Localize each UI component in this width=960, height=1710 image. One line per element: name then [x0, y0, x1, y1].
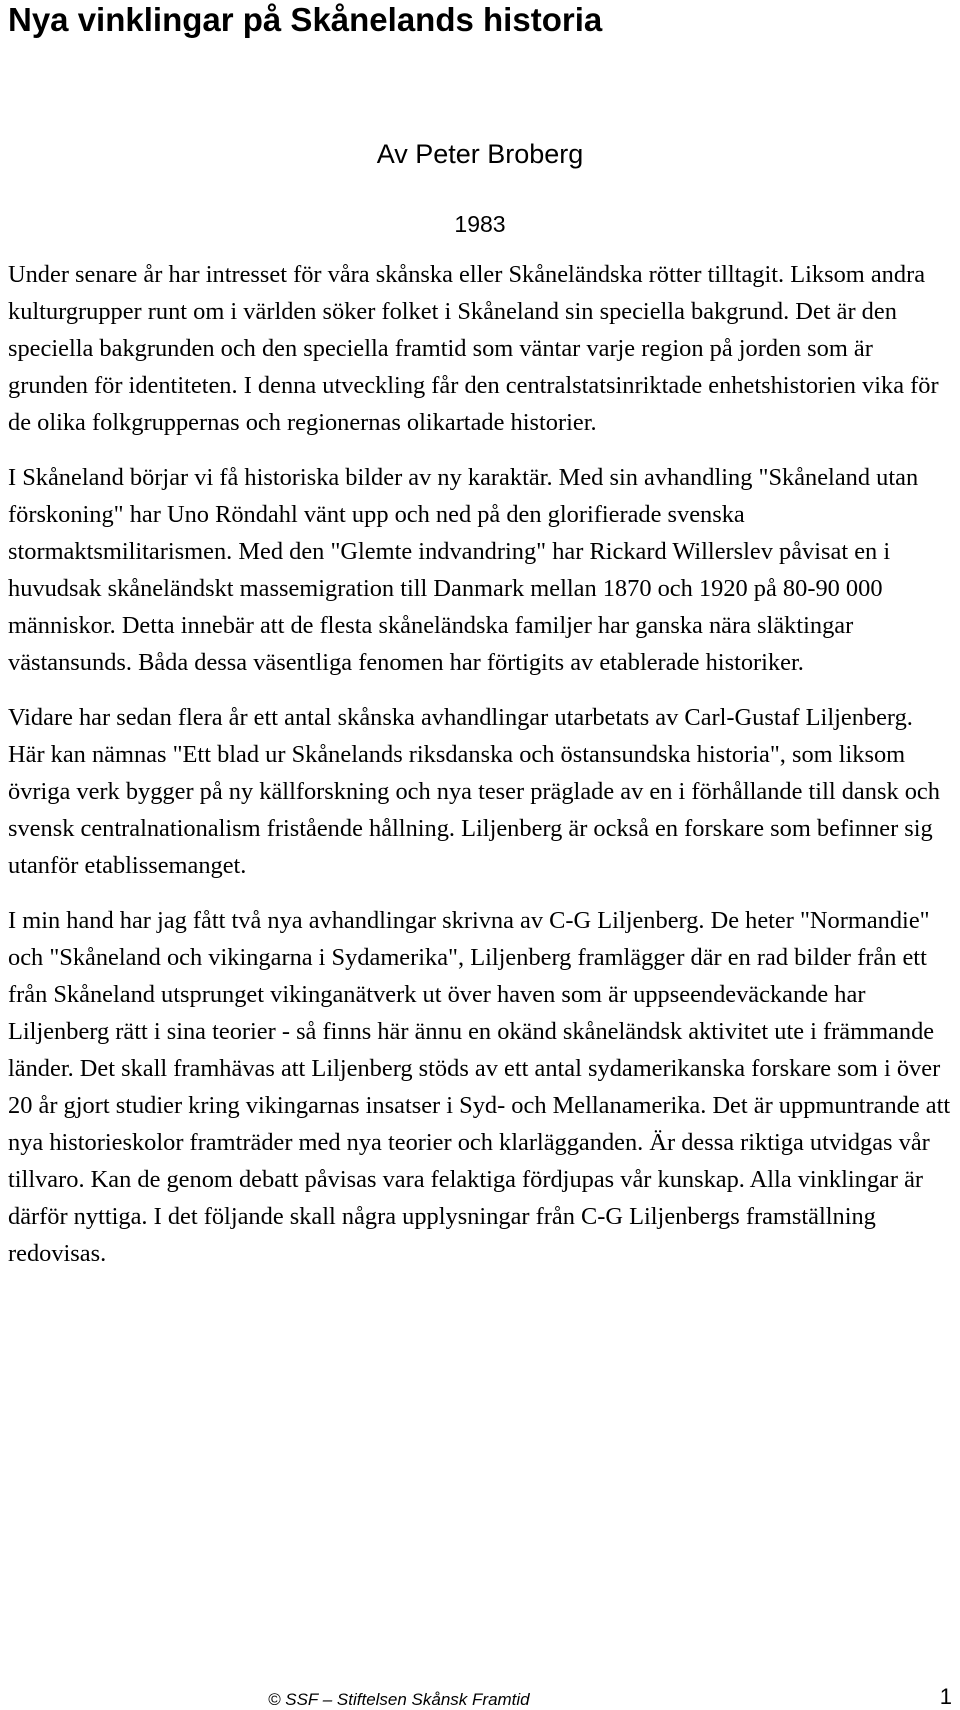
paragraph-4: I min hand har jag fått två nya avhandlingar skrivna av C-G Liljenberg. De heter "Normandie" och "Skåneland och vikingarna i Sydamerika", Liljenberg framlägger där en rad bilder från ett från Skåneland utsprunget vikinganätverk ut över haven som är uppseendeväckande har Liljenberg rätt i sina teorier - så finns här ännu en okänd skåneländsk aktivitet ute i främmande länder. Det skall framhävas att Liljenberg stöds av ett antal sydamerikanska forskare som i över 20 år gjort studier kring vikingarnas insatser i Syd- och Mellanamerika. Det är uppmuntrande att nya historieskolor framträder med nya teorier och klarlägganden. Är dessa riktiga utvidgas vår tillvaro. Kan de genom debatt påvisas vara felaktiga fördjupas vår kunskap. Alla vinklingar är därför nyttiga. I det följande skall några upplysningar från C-G Liljenbergs framställning redovisas.: [8, 907, 951, 1267]
document-title: Nya vinklingar på Skånelands historia: [8, 1, 603, 38]
paragraph-2: I Skåneland börjar vi få historiska bilder av ny karaktär. Med sin avhandling "Skåneland utan förskoning" har Uno Röndahl vänt upp och ned på den glorifierade svenska stormaktsmilitarismen. Med den "Glemte indvandring" har Rickard Willerslev påvisat en i huvudsak skåneländskt massemigration till Danmark mellan 1870 och 1920 på 80-90 000 människor. Detta innebär att de flesta skåneländska familjer har ganska nära släktingar västansunds. Båda dessa väsentliga fenomen har förtigits av etablerade historiker.: [8, 464, 919, 676]
paragraph-1: Under senare år har intresset för våra skånska eller Skåneländska rötter tilltagit. Liksom andra kulturgrupper runt om i världen söker folket i Skåneland sin speciella bakgrund. Det är den speciella bakgrunden och den speciella framtid som väntar varje region på jorden som är grunden för identiteten. I denna utveckling får den centralstatsinriktade enhetshistorien vika för de olika folkgruppernas och regionernas olikartade historier.: [8, 261, 939, 436]
paragraph-3: Vidare har sedan flera år ett antal skånska avhandlingar utarbetats av Carl-Gustaf Liljenberg. Här kan nämnas "Ett blad ur Skånelands riksdanska och östansundska historia", som liksom övriga verk bygger på ny källforskning och nya teser präglade av en i förhållande till dansk och svensk centralnationalism fristående hållning. Liljenberg är också en forskare som befinner sig utanför etablissemanget.: [8, 704, 940, 879]
author-line: Av Peter Broberg: [376, 139, 584, 169]
publication-year: 1983: [454, 211, 506, 237]
document-body: [8, 256, 952, 1290]
footer-copyright: © SSF – Stiftelsen Skånsk Framtid: [268, 1690, 530, 1709]
page-footer: [0, 1684, 960, 1710]
page-number: 1: [939, 1684, 952, 1709]
